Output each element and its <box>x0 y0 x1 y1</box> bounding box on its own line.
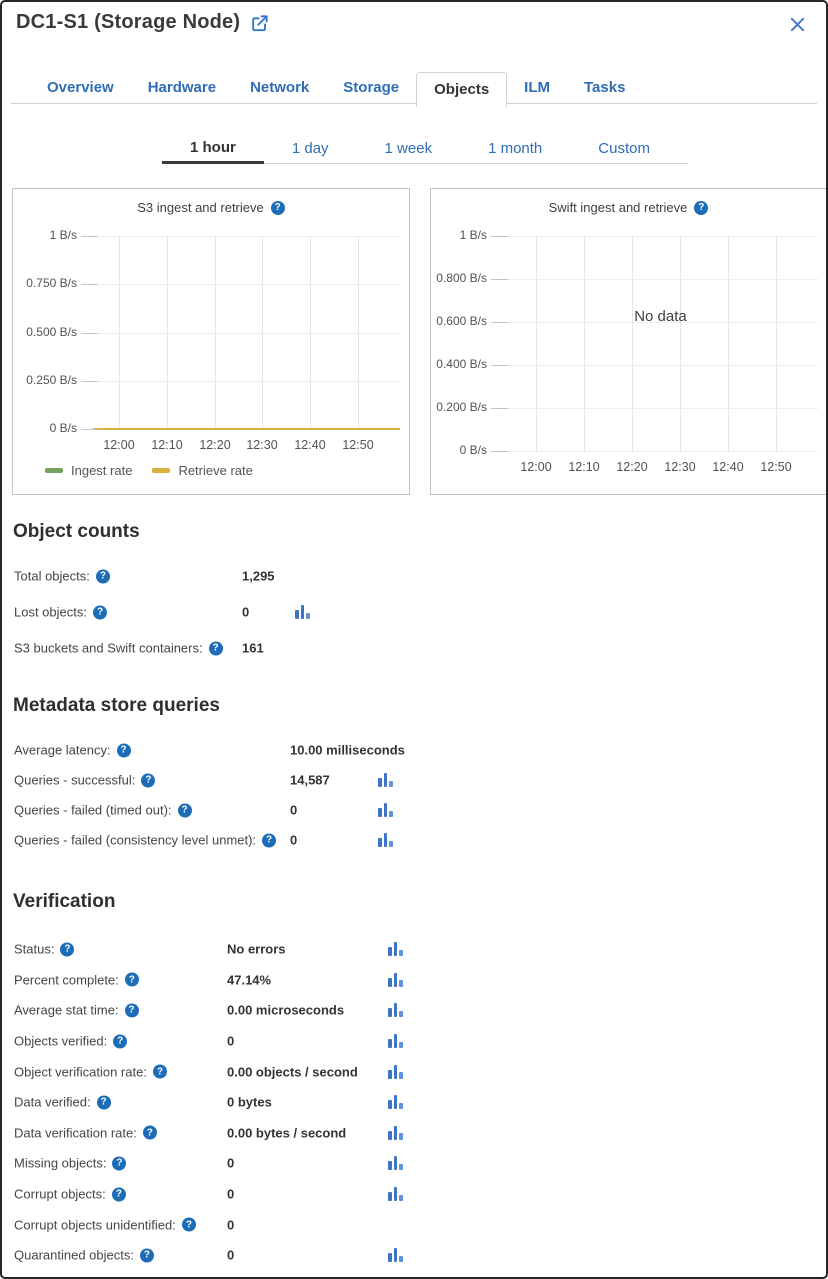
x-axis-label: 12:30 <box>664 460 696 474</box>
time-tab-1-day[interactable]: 1 day <box>264 133 357 164</box>
chart-card-s3-ingest-and-retrieve <box>12 188 410 495</box>
stat-row-object-verification-rate <box>2 1056 826 1087</box>
stat-label-wrap <box>14 773 155 788</box>
x-gridline <box>310 236 311 429</box>
chart-icon[interactable] <box>388 973 403 987</box>
stat-label: Status: <box>14 941 55 957</box>
chart-title-row <box>13 200 409 215</box>
panel-header <box>16 11 269 34</box>
stat-label: Corrupt objects: <box>14 1186 106 1202</box>
stat-label-wrap <box>14 1156 126 1171</box>
chart-icon-bar <box>388 1070 392 1079</box>
tab-storage[interactable]: Storage <box>326 72 416 104</box>
x-axis-label: 12:50 <box>342 438 374 452</box>
legend-item-ingest-rate <box>45 463 132 478</box>
stat-label-wrap <box>14 569 110 584</box>
chart-icon-bar <box>394 1065 398 1079</box>
external-link-icon[interactable] <box>250 14 269 33</box>
time-tab-custom[interactable]: Custom <box>570 133 678 164</box>
y-axis-label: 0.600 B/s <box>436 314 487 328</box>
help-icon[interactable]: ? <box>153 1065 167 1079</box>
stat-value: 0 <box>227 1186 235 1202</box>
help-icon[interactable]: ? <box>93 605 107 619</box>
chart-plot <box>503 236 818 451</box>
stat-label: Average latency: <box>14 742 111 758</box>
chart-icon[interactable] <box>388 1126 403 1140</box>
x-gridline <box>632 236 633 451</box>
stat-label-wrap <box>14 833 276 848</box>
chart-icon-bar <box>399 1011 403 1018</box>
y-axis-label: 0.500 B/s <box>26 325 77 339</box>
stat-row-corrupt-objects-unidentified <box>2 1209 826 1240</box>
y-gridline <box>503 451 818 452</box>
x-gridline <box>167 236 168 429</box>
chart-icon-bar <box>388 1100 392 1109</box>
stat-label: S3 buckets and Swift containers: <box>14 640 203 656</box>
help-icon[interactable]: ? <box>112 1156 126 1170</box>
stat-label: Objects verified: <box>14 1033 108 1049</box>
x-axis-label: 12:20 <box>616 460 648 474</box>
stat-label-wrap <box>14 1034 127 1049</box>
stat-label: Data verification rate: <box>14 1125 137 1141</box>
chart-icon-bar <box>306 613 310 620</box>
x-axis-label: 12:00 <box>103 438 135 452</box>
legend-swatch <box>152 468 170 473</box>
y-gridline <box>93 284 400 285</box>
x-axis-label: 12:50 <box>760 460 792 474</box>
tab-tasks[interactable]: Tasks <box>567 72 642 104</box>
stat-value: 0 <box>290 802 298 818</box>
section-heading-verification: Verification <box>13 891 116 912</box>
section-rows <box>2 735 826 855</box>
x-axis-label: 12:10 <box>568 460 600 474</box>
chart-icon-bar <box>388 947 392 956</box>
stat-label: Lost objects: <box>14 604 87 620</box>
time-tab-1-week[interactable]: 1 week <box>357 133 461 164</box>
y-axis-label: 0.200 B/s <box>436 400 487 414</box>
y-axis-label: 0.400 B/s <box>436 357 487 371</box>
chart-icon-bar <box>399 1103 403 1110</box>
help-icon[interactable]: ? <box>125 1003 139 1017</box>
chart-icon-bar <box>394 1095 398 1109</box>
stat-value: 14,587 <box>290 772 330 788</box>
tab-ilm[interactable]: ILM <box>507 72 567 104</box>
y-gridline <box>503 408 818 409</box>
section-heading-object-counts: Object counts <box>13 521 140 542</box>
help-icon[interactable]: ? <box>182 1218 196 1232</box>
chart-icon-bar <box>388 1161 392 1170</box>
x-gridline <box>776 236 777 451</box>
chart-icon-bar <box>295 610 299 619</box>
chart-icon[interactable] <box>388 1034 403 1048</box>
chart-icon-bar <box>388 978 392 987</box>
no-data-label: No data <box>634 308 687 325</box>
y-tick-mark <box>491 279 508 280</box>
chart-icon[interactable] <box>388 1156 403 1170</box>
help-icon[interactable]: ? <box>178 803 192 817</box>
time-tab-1-hour[interactable]: 1 hour <box>162 133 264 164</box>
chart-icon-bar <box>389 841 393 848</box>
chart-icon-bar <box>399 1195 403 1202</box>
chart-plot <box>93 236 400 429</box>
y-axis-label: 0 B/s <box>459 443 487 457</box>
help-icon[interactable]: ? <box>113 1034 127 1048</box>
x-gridline <box>584 236 585 451</box>
x-gridline <box>262 236 263 429</box>
y-gridline <box>93 333 400 334</box>
tab-hardware[interactable]: Hardware <box>131 72 233 104</box>
stat-label: Missing objects: <box>14 1155 107 1171</box>
stat-value: 0 <box>290 832 298 848</box>
stat-label-wrap <box>14 803 192 818</box>
stat-label: Object verification rate: <box>14 1064 147 1080</box>
stat-row-queries-failed-consistency-level-unmet <box>2 825 826 855</box>
y-gridline <box>93 381 400 382</box>
chart-icon-bar <box>399 1072 403 1079</box>
stat-label-wrap <box>14 1095 111 1110</box>
chart-legend <box>45 463 253 478</box>
stat-label-wrap <box>14 1064 167 1079</box>
page-title: DC1-S1 (Storage Node) <box>16 11 241 33</box>
chart-icon[interactable] <box>388 942 403 956</box>
stat-label-wrap <box>14 605 107 620</box>
tab-objects[interactable]: Objects <box>416 72 507 107</box>
stat-label: Percent complete: <box>14 972 119 988</box>
chart-icon-bar <box>301 605 305 619</box>
x-axis-label: 12:40 <box>294 438 326 452</box>
chart-icon-bar <box>388 1008 392 1017</box>
stat-label: Queries - failed (consistency level unmet): <box>14 832 257 848</box>
stat-value: 0 <box>242 604 250 620</box>
x-gridline <box>536 236 537 451</box>
help-icon[interactable]: ? <box>96 569 110 583</box>
chart-icon-bar <box>399 950 403 957</box>
chart-icon[interactable] <box>388 1003 403 1017</box>
stat-value: 1,295 <box>242 568 275 584</box>
help-icon[interactable]: ? <box>209 641 223 655</box>
y-tick-mark <box>81 381 98 382</box>
chart-icon-bar <box>384 803 388 817</box>
help-icon[interactable]: ? <box>112 1187 126 1201</box>
stat-value: 0.00 microseconds <box>227 1002 345 1018</box>
stat-label-wrap <box>14 641 223 656</box>
chart-icon-bar <box>378 838 382 847</box>
stat-value: 47.14% <box>227 972 272 988</box>
help-icon[interactable]: ? <box>140 1248 154 1262</box>
section-heading-metadata-store-queries: Metadata store queries <box>13 695 220 716</box>
stat-row-queries-successful <box>2 765 826 795</box>
stat-row-missing-objects <box>2 1148 826 1179</box>
chart-icon-bar <box>388 1192 392 1201</box>
stat-value: 0 <box>227 1217 235 1233</box>
y-tick-mark <box>81 284 98 285</box>
stat-row-total-objects <box>2 558 826 594</box>
chart-icon-bar <box>394 1156 398 1170</box>
stat-row-status <box>2 934 826 965</box>
stat-label: Quarantined objects: <box>14 1247 134 1263</box>
node-tab-bar <box>11 72 817 104</box>
y-gridline <box>503 279 818 280</box>
stat-label-wrap <box>14 1248 154 1263</box>
chart-icon-bar <box>378 778 382 787</box>
chart-icon-bar <box>399 1042 403 1049</box>
chart-icon-bar <box>388 1131 392 1140</box>
legend-item-retrieve-rate <box>152 463 252 478</box>
stat-value: 0.00 objects / second <box>227 1064 358 1080</box>
chart-card-swift-ingest-and-retrieve <box>430 188 827 495</box>
stat-row-lost-objects <box>2 594 826 630</box>
help-icon[interactable]: ? <box>262 833 276 847</box>
stat-row-data-verified <box>2 1087 826 1118</box>
time-tab-1-month[interactable]: 1 month <box>460 133 570 164</box>
stat-row-s3-buckets-and-swift-containers <box>2 630 826 666</box>
chart-icon-bar <box>378 808 382 817</box>
y-tick-mark <box>81 236 98 237</box>
stat-value: 0 <box>227 1033 235 1049</box>
chart-icon[interactable] <box>295 605 310 619</box>
y-gridline <box>503 365 818 366</box>
stat-row-percent-complete <box>2 965 826 996</box>
x-axis-label: 12:00 <box>520 460 552 474</box>
chart-title-row <box>431 200 826 215</box>
stat-label-wrap <box>14 942 74 957</box>
tab-overview[interactable]: Overview <box>30 72 131 104</box>
x-gridline <box>680 236 681 451</box>
stat-label: Corrupt objects unidentified: <box>14 1217 176 1233</box>
chart-icon[interactable] <box>388 1095 403 1109</box>
x-axis-label: 12:40 <box>712 460 744 474</box>
stat-row-quarantined-objects <box>2 1240 826 1271</box>
stat-label: Total objects: <box>14 568 90 584</box>
tab-network[interactable]: Network <box>233 72 326 104</box>
help-icon[interactable]: ? <box>125 973 139 987</box>
x-axis-label: 12:20 <box>199 438 231 452</box>
legend-swatch <box>45 468 63 473</box>
chart-icon-bar <box>394 1187 398 1201</box>
legend-label: Retrieve rate <box>178 463 253 478</box>
help-icon[interactable]: ? <box>694 201 708 215</box>
stat-row-corrupt-objects <box>2 1179 826 1210</box>
stat-row-queries-failed-timed-out <box>2 795 826 825</box>
y-tick-mark <box>491 322 508 323</box>
stat-value: 161 <box>242 640 264 656</box>
stat-value: 10.00 milliseconds <box>290 742 405 758</box>
chart-icon-bar <box>394 1248 398 1262</box>
chart-icon-bar <box>399 1164 403 1171</box>
close-icon[interactable] <box>789 16 806 38</box>
x-gridline <box>358 236 359 429</box>
stat-value: 0 <box>227 1247 235 1263</box>
help-icon[interactable]: ? <box>97 1095 111 1109</box>
help-icon[interactable]: ? <box>143 1126 157 1140</box>
help-icon[interactable]: ? <box>117 743 131 757</box>
y-tick-mark <box>81 429 98 430</box>
stat-label-wrap <box>14 1187 126 1202</box>
chart-icon[interactable] <box>388 1248 403 1262</box>
legend-label: Ingest rate <box>71 463 133 478</box>
chart-icon-bar <box>388 1253 392 1262</box>
y-gridline <box>503 236 818 237</box>
stat-label-wrap <box>14 1125 157 1140</box>
stat-label-wrap <box>14 1217 196 1232</box>
chart-icon-bar <box>394 1003 398 1017</box>
y-axis-label: 0 B/s <box>49 421 77 435</box>
y-axis-label: 1 B/s <box>49 228 77 242</box>
chart-icon[interactable] <box>388 1065 403 1079</box>
chart-icon-bar <box>389 811 393 818</box>
y-tick-mark <box>491 408 508 409</box>
y-axis-label: 0.250 B/s <box>26 373 77 387</box>
chart-icon-bar <box>384 773 388 787</box>
stat-row-average-stat-time <box>2 995 826 1026</box>
chart-icon-bar <box>389 781 393 788</box>
chart-icon-bar <box>399 980 403 987</box>
y-axis-label: 1 B/s <box>459 228 487 242</box>
y-gridline <box>93 236 400 237</box>
chart-icon-bar <box>399 1256 403 1263</box>
section-rows <box>2 558 826 666</box>
y-axis-label: 0.800 B/s <box>436 271 487 285</box>
chart-icon-bar <box>384 833 388 847</box>
stat-label-wrap <box>14 743 131 758</box>
chart-icon[interactable] <box>378 773 393 787</box>
help-icon[interactable]: ? <box>271 201 285 215</box>
chart-icon[interactable] <box>378 833 393 847</box>
stat-value: 0 bytes <box>227 1094 272 1110</box>
y-tick-mark <box>491 365 508 366</box>
stat-label: Queries - successful: <box>14 772 136 788</box>
y-axis-label: 0.750 B/s <box>26 276 77 290</box>
stat-label: Average stat time: <box>14 1002 119 1018</box>
x-gridline <box>119 236 120 429</box>
x-axis-label: 12:30 <box>246 438 278 452</box>
stat-value: 0 <box>227 1155 235 1171</box>
data-line-zero <box>93 428 400 430</box>
section-rows <box>2 934 826 1271</box>
stat-row-objects-verified <box>2 1026 826 1057</box>
stat-row-data-verification-rate <box>2 1118 826 1149</box>
x-axis-label: 12:10 <box>151 438 183 452</box>
x-gridline <box>728 236 729 451</box>
y-tick-mark <box>491 236 508 237</box>
stat-label: Data verified: <box>14 1094 91 1110</box>
y-tick-mark <box>491 451 508 452</box>
help-icon[interactable]: ? <box>141 773 155 787</box>
help-icon[interactable]: ? <box>60 942 74 956</box>
chart-icon-bar <box>394 942 398 956</box>
stat-row-average-latency <box>2 735 826 765</box>
chart-icon-bar <box>394 973 398 987</box>
stat-value: No errors <box>227 941 286 957</box>
chart-icon-bar <box>388 1039 392 1048</box>
stat-value: 0.00 bytes / second <box>227 1125 347 1141</box>
stat-label: Queries - failed (timed out): <box>14 802 172 818</box>
chart-icon-bar <box>399 1133 403 1140</box>
time-range-tab-bar <box>162 133 678 164</box>
stat-label-wrap <box>14 1003 139 1018</box>
chart-title: S3 ingest and retrieve <box>137 200 264 215</box>
chart-icon-bar <box>394 1034 398 1048</box>
y-tick-mark <box>81 333 98 334</box>
chart-title: Swift ingest and retrieve <box>548 200 688 215</box>
chart-icon-bar <box>394 1126 398 1140</box>
stat-label-wrap <box>14 972 139 987</box>
chart-icon[interactable] <box>378 803 393 817</box>
x-gridline <box>215 236 216 429</box>
chart-icon[interactable] <box>388 1187 403 1201</box>
